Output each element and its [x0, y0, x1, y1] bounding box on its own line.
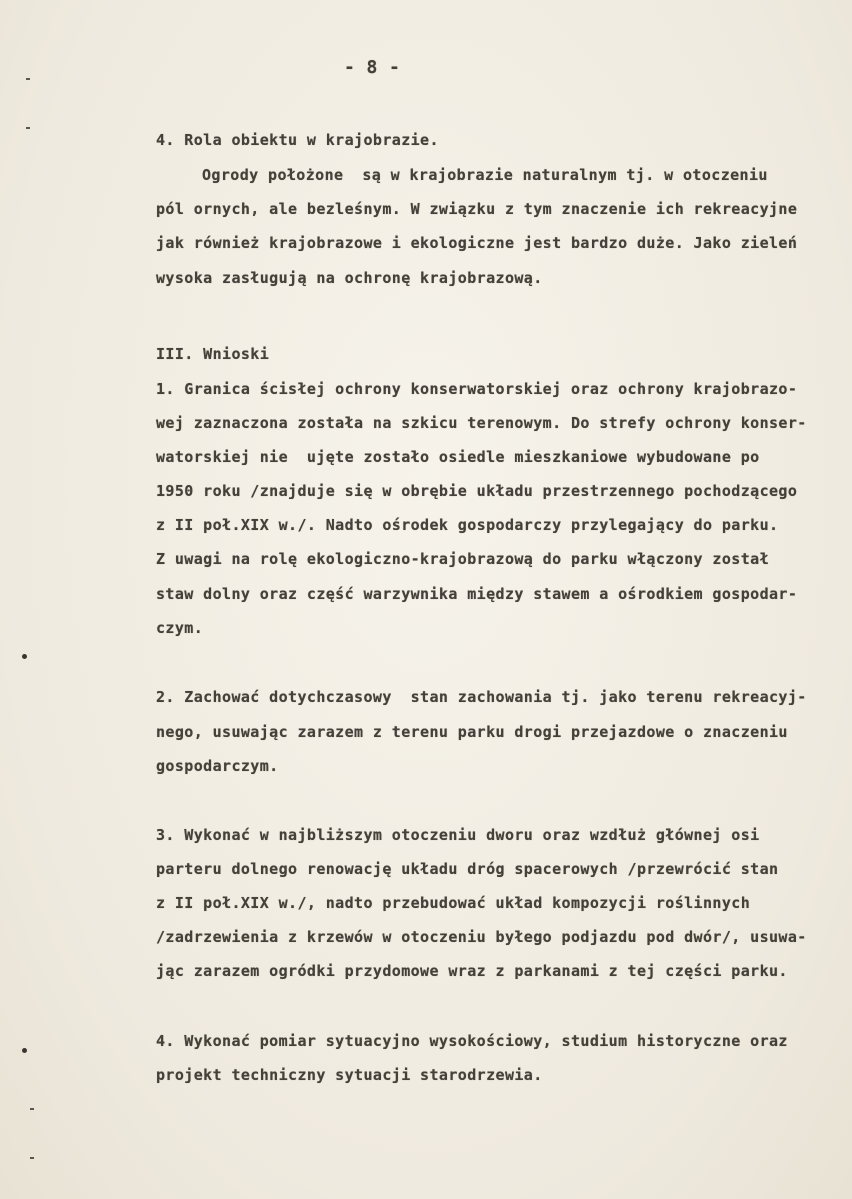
paragraph-line: czym. [156, 619, 204, 637]
paragraph-line: jąc zarazem ogródki przydomowe wraz z parkanami z tej części parku. [156, 962, 788, 980]
margin-mark [30, 1157, 34, 1159]
hole-punch-mark [22, 654, 27, 659]
page-number: - 8 - [344, 57, 401, 78]
margin-mark [30, 1108, 34, 1110]
paragraph-line: jak również krajobrazowe i ekologiczne jest bardzo duże. Jako zieleń [156, 234, 798, 252]
section-heading: III. Wnioski [156, 345, 270, 363]
margin-mark [26, 127, 30, 129]
paragraph-line: nego, usuwając zarazem z terenu parku drogi przejazdowe o znaczeniu [156, 723, 788, 741]
paragraph-line: /zadrzewienia z krzewów w otoczeniu byłego podjazdu pod dwór/, usuwa- [156, 928, 807, 946]
paragraph-line: z II poł.XIX w./, nadto przebudować układ kompozycji roślinnych [156, 894, 751, 912]
paragraph-line: 1950 roku /znajduje się w obrębie układu przestrzennego pochodzącego [156, 482, 798, 500]
paragraph-line: 4. Wykonać pomiar sytuacyjno wysokościowy, studium historyczne oraz [156, 1032, 788, 1050]
section-heading: 4. Rola obiektu w krajobrazie. [156, 131, 439, 149]
hole-punch-mark [22, 1048, 27, 1053]
margin-mark [26, 78, 30, 80]
paragraph-line: 3. Wykonać w najbliższym otoczeniu dworu oraz wzdłuż głównej osi [156, 826, 760, 844]
paragraph-line: 2. Zachować dotychczasowy stan zachowania tj. jako terenu rekreacyj- [156, 688, 807, 706]
paragraph-line: wysoka zasługują na ochronę krajobrazową. [156, 269, 543, 287]
paragraph-line: gospodarczym. [156, 757, 279, 775]
paragraph-line: 1. Granica ścisłej ochrony konserwatorskiej oraz ochrony krajobrazo- [156, 380, 798, 398]
paragraph-line: z II poł.XIX w./. Nadto ośrodek gospodarczy przylegający do parku. [156, 516, 779, 534]
paragraph-line: projekt techniczny sytuacji starodrzewia. [156, 1066, 543, 1084]
paragraph-line: wej zaznaczona została na szkicu terenowym. Do strefy ochrony konser- [156, 414, 807, 432]
paragraph-line: staw dolny oraz część warzywnika między stawem a ośrodkiem gospodar- [156, 585, 798, 603]
paragraph-line: parteru dolnego renowację układu dróg spacerowych /przewrócić stan [156, 860, 779, 878]
paragraph-line: Z uwagi na rolę ekologiczno-krajobrazową do parku włączony został [156, 550, 769, 568]
paragraph-line: watorskiej nie ujęte zostało osiedle mieszkaniowe wybudowane po [156, 448, 760, 466]
paragraph-line: pól ornych, ale bezleśnym. W związku z tym znaczenie ich rekreacyjne [156, 200, 798, 218]
paragraph-line: Ogrody położone są w krajobrazie naturalnym tj. w otoczeniu [202, 166, 768, 184]
